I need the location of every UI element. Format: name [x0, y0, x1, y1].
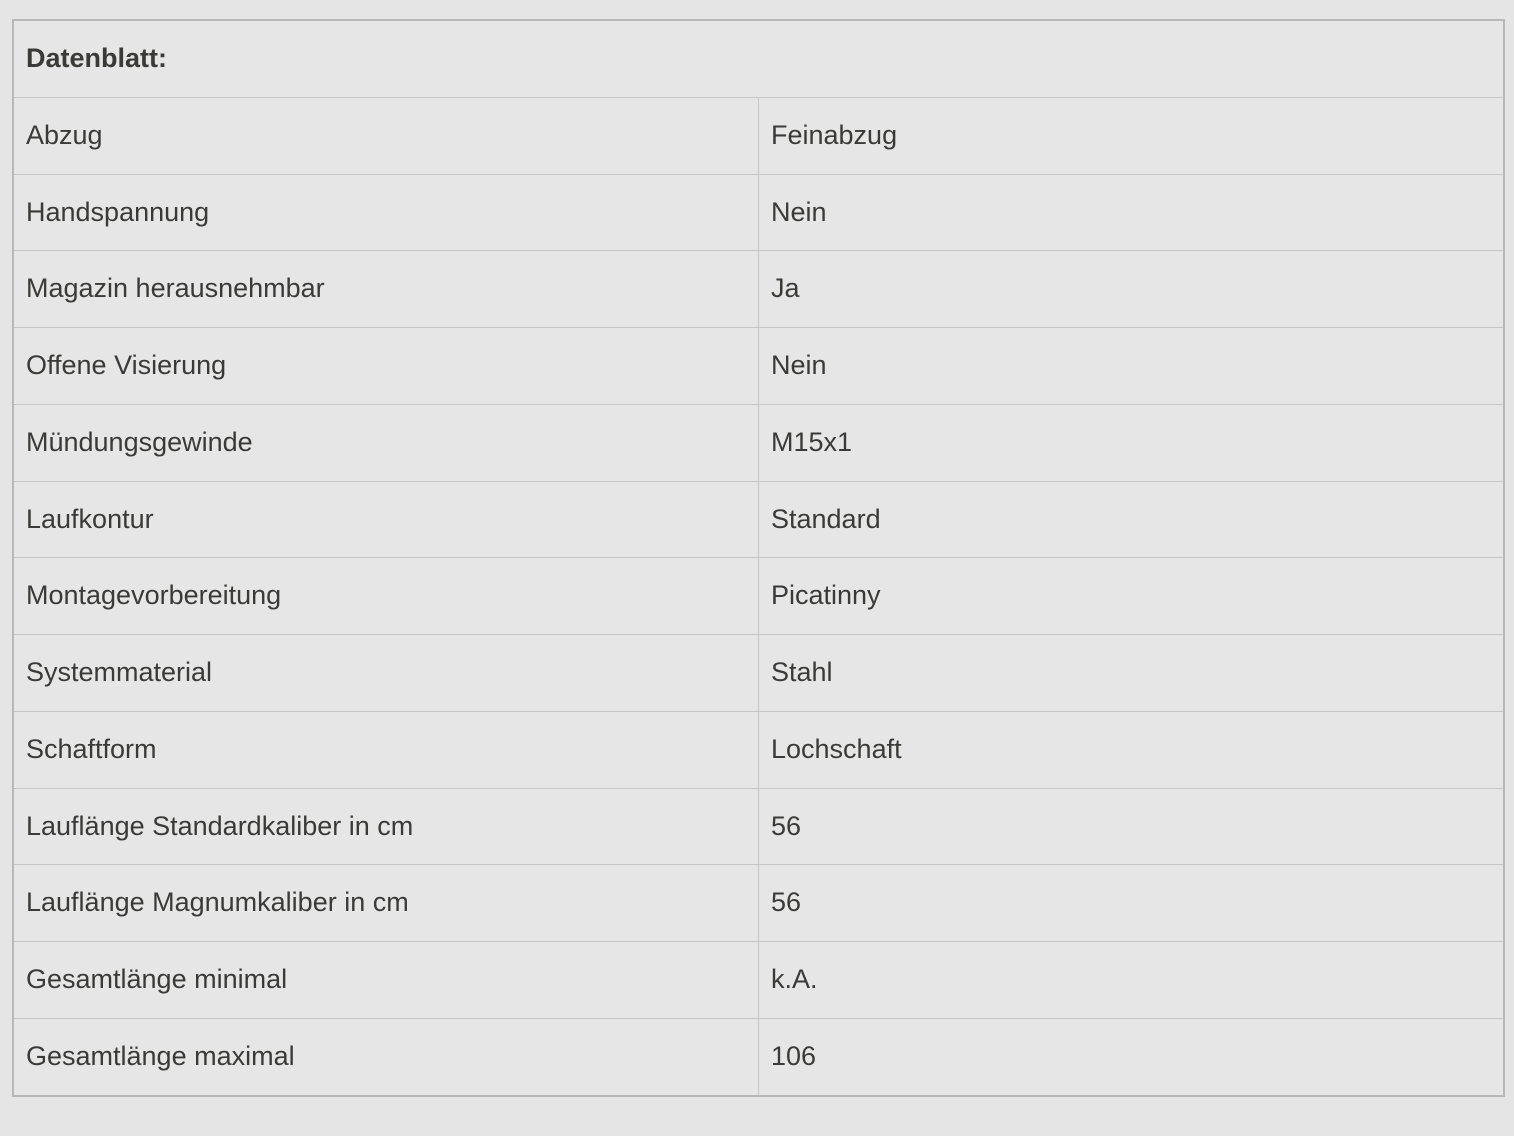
table-row [13, 942, 1504, 1019]
datasheet-title-row [13, 20, 1504, 97]
spec-label: Gesamtlänge maximal [13, 1018, 759, 1095]
spec-label: Systemmaterial [13, 635, 759, 712]
table-row [13, 328, 1504, 405]
table-row [13, 97, 1504, 174]
table-row [13, 404, 1504, 481]
spec-label: Magazin herausnehmbar [13, 251, 759, 328]
table-row [13, 865, 1504, 942]
table-row [13, 788, 1504, 865]
table-row [13, 711, 1504, 788]
datasheet-body [13, 97, 1504, 1095]
spec-label: Laufkontur [13, 481, 759, 558]
spec-label: Mündungsgewinde [13, 404, 759, 481]
table-row [13, 174, 1504, 251]
spec-value: 56 [759, 865, 1505, 942]
spec-value: Nein [759, 174, 1505, 251]
spec-label: Lauflänge Standardkaliber in cm [13, 788, 759, 865]
table-row [13, 251, 1504, 328]
spec-label: Abzug [13, 97, 759, 174]
datasheet-table [12, 19, 1505, 1097]
table-row [13, 1018, 1504, 1095]
spec-value: Standard [759, 481, 1505, 558]
spec-label: Montagevorbereitung [13, 558, 759, 635]
spec-value: Stahl [759, 635, 1505, 712]
table-row [13, 558, 1504, 635]
spec-value: Picatinny [759, 558, 1505, 635]
spec-value: Lochschaft [759, 711, 1505, 788]
spec-value: Nein [759, 328, 1505, 405]
spec-value: M15x1 [759, 404, 1505, 481]
spec-value: Ja [759, 251, 1505, 328]
spec-label: Gesamtlänge minimal [13, 942, 759, 1019]
spec-label: Offene Visierung [13, 328, 759, 405]
datasheet-title: Datenblatt: [13, 20, 1504, 97]
table-row [13, 635, 1504, 712]
table-row [13, 481, 1504, 558]
spec-value: 106 [759, 1018, 1505, 1095]
spec-value: k.A. [759, 942, 1505, 1019]
spec-value: Feinabzug [759, 97, 1505, 174]
spec-label: Handspannung [13, 174, 759, 251]
spec-label: Schaftform [13, 711, 759, 788]
datasheet-header [13, 20, 1504, 97]
spec-value: 56 [759, 788, 1505, 865]
spec-label: Lauflänge Magnumkaliber in cm [13, 865, 759, 942]
